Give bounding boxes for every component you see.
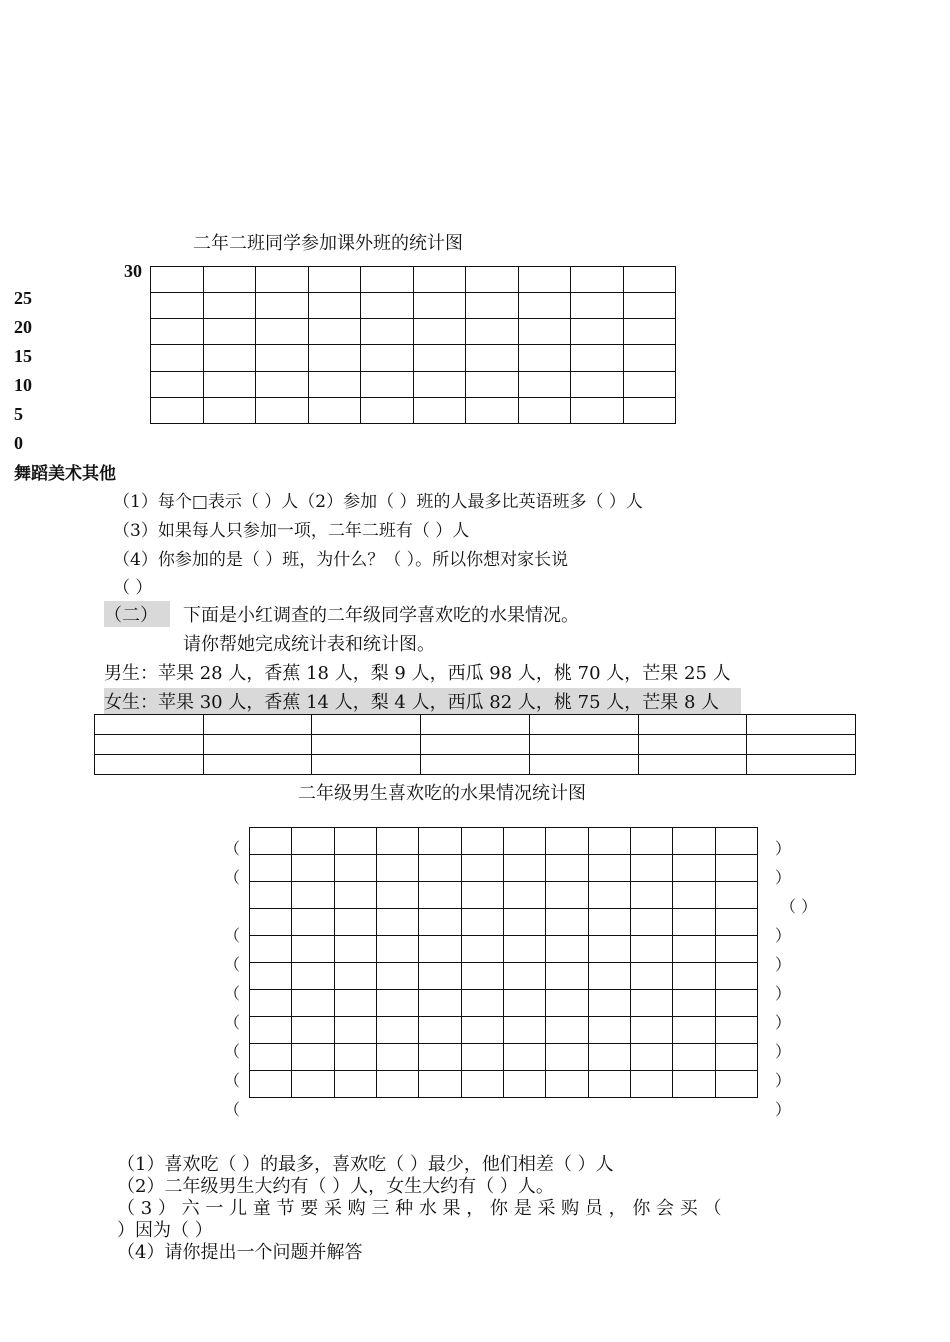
grid-cell bbox=[571, 345, 624, 371]
grid-cell bbox=[571, 293, 624, 319]
right-paren: ） bbox=[775, 955, 792, 974]
grid-cell bbox=[376, 1071, 418, 1098]
y-label-paren: （ bbox=[224, 955, 241, 974]
grid-cell bbox=[376, 855, 418, 882]
grid-cell bbox=[518, 293, 571, 319]
grid-cell bbox=[461, 1071, 503, 1098]
question2-4: （4）请你提出一个问题并解答 bbox=[117, 1242, 363, 1263]
y-label-paren: （ bbox=[224, 839, 241, 858]
grid-cell bbox=[588, 963, 630, 990]
grid-cell bbox=[334, 1044, 376, 1071]
grid-cell bbox=[256, 397, 309, 423]
grid-cell bbox=[203, 371, 256, 397]
grid-cell bbox=[312, 735, 421, 755]
grid-cell bbox=[529, 715, 638, 735]
grid-cell bbox=[571, 371, 624, 397]
grid-cell bbox=[588, 1044, 630, 1071]
grid-cell bbox=[461, 1017, 503, 1044]
grid-cell bbox=[256, 319, 309, 345]
grid-cell bbox=[546, 828, 588, 855]
grid-cell bbox=[361, 293, 414, 319]
y-label-paren: （ bbox=[224, 1071, 241, 1090]
grid-cell bbox=[503, 882, 545, 909]
grid-cell bbox=[308, 293, 361, 319]
grid-cell bbox=[413, 267, 466, 293]
grid-cell bbox=[203, 735, 312, 755]
grid-cell bbox=[256, 371, 309, 397]
right-paren: ） bbox=[775, 1013, 792, 1032]
grid-cell bbox=[503, 828, 545, 855]
grid-cell bbox=[747, 715, 856, 735]
grid-cell bbox=[308, 319, 361, 345]
grid-cell bbox=[361, 371, 414, 397]
grid-cell bbox=[334, 1071, 376, 1098]
grid-cell bbox=[151, 267, 204, 293]
grid-cell bbox=[292, 828, 334, 855]
grid-cell bbox=[308, 371, 361, 397]
grid-cell bbox=[250, 882, 292, 909]
y-label-paren: （ bbox=[224, 1100, 241, 1119]
grid-cell bbox=[419, 990, 461, 1017]
grid-cell bbox=[630, 1071, 672, 1098]
grid-cell bbox=[461, 1044, 503, 1071]
grid-cell bbox=[503, 855, 545, 882]
section2-instruction: 请你帮她完成统计表和统计图。 bbox=[183, 634, 435, 655]
grid-cell bbox=[630, 882, 672, 909]
grid-cell bbox=[588, 855, 630, 882]
grid-cell bbox=[546, 1044, 588, 1071]
question-3: （3）如果每人只参加一项，二年二班有（ ）人 bbox=[113, 521, 470, 541]
grid-cell bbox=[250, 909, 292, 936]
y-axis-label: 10 bbox=[14, 375, 32, 395]
grid-cell bbox=[250, 1017, 292, 1044]
grid-cell bbox=[588, 936, 630, 963]
grid-cell bbox=[256, 267, 309, 293]
grid-cell bbox=[673, 963, 715, 990]
grid-cell bbox=[466, 345, 519, 371]
grid-cell bbox=[503, 963, 545, 990]
grid-cell bbox=[334, 990, 376, 1017]
grid-cell bbox=[715, 828, 757, 855]
grid-cell bbox=[571, 397, 624, 423]
grid-cell bbox=[250, 1044, 292, 1071]
y-label-paren: （ bbox=[224, 1013, 241, 1032]
grid-cell bbox=[95, 715, 204, 735]
grid-cell bbox=[588, 990, 630, 1017]
girls-data: 女生：苹果 30 人，香蕉 14 人，梨 4 人，西瓜 82 人，桃 75 人，芒果 8 人 bbox=[104, 688, 741, 714]
grid-cell bbox=[312, 755, 421, 775]
grid-cell bbox=[747, 755, 856, 775]
grid-cell bbox=[673, 990, 715, 1017]
y-label-paren: （ bbox=[224, 1042, 241, 1061]
chart1-grid bbox=[150, 266, 676, 424]
question2-3-answer: ）因为（ ） bbox=[117, 1220, 213, 1241]
section2-tag: （二） bbox=[104, 601, 170, 627]
grid-cell bbox=[419, 855, 461, 882]
grid-cell bbox=[308, 397, 361, 423]
grid-cell bbox=[546, 909, 588, 936]
grid-cell bbox=[715, 990, 757, 1017]
grid-cell bbox=[518, 345, 571, 371]
grid-cell bbox=[151, 293, 204, 319]
grid-cell bbox=[630, 990, 672, 1017]
grid-cell bbox=[334, 963, 376, 990]
right-paren: ） bbox=[775, 1100, 792, 1119]
question2-1: （1）喜欢吃（ ）的最多，喜欢吃（ ）最少，他们相差（ ）人 bbox=[117, 1154, 614, 1175]
grid-cell bbox=[466, 397, 519, 423]
grid-cell bbox=[715, 1071, 757, 1098]
fruit-stats-table bbox=[94, 714, 856, 775]
grid-cell bbox=[623, 371, 676, 397]
grid-cell bbox=[518, 397, 571, 423]
grid-cell bbox=[361, 319, 414, 345]
grid-cell bbox=[376, 828, 418, 855]
chart1-y-top: 30 bbox=[124, 261, 142, 281]
grid-cell bbox=[546, 855, 588, 882]
grid-cell bbox=[421, 735, 530, 755]
grid-cell bbox=[503, 1071, 545, 1098]
grid-cell bbox=[673, 936, 715, 963]
grid-cell bbox=[673, 909, 715, 936]
grid-cell bbox=[673, 882, 715, 909]
grid-cell bbox=[361, 267, 414, 293]
right-paren: ） bbox=[775, 1071, 792, 1090]
grid-cell bbox=[95, 735, 204, 755]
grid-cell bbox=[419, 1071, 461, 1098]
grid-cell bbox=[151, 345, 204, 371]
grid-cell bbox=[421, 755, 530, 775]
grid-cell bbox=[151, 319, 204, 345]
grid-cell bbox=[203, 345, 256, 371]
grid-cell bbox=[518, 267, 571, 293]
grid-cell bbox=[419, 882, 461, 909]
grid-cell bbox=[673, 828, 715, 855]
grid-cell bbox=[334, 882, 376, 909]
grid-cell bbox=[623, 319, 676, 345]
grid-cell bbox=[503, 936, 545, 963]
section2-intro: 下面是小红调查的二年级同学喜欢吃的水果情况。 bbox=[183, 605, 579, 626]
grid-cell bbox=[623, 397, 676, 423]
grid-cell bbox=[413, 293, 466, 319]
grid-cell bbox=[638, 755, 747, 775]
right-paren: ） bbox=[775, 1042, 792, 1061]
grid-cell bbox=[292, 1044, 334, 1071]
grid-cell bbox=[638, 715, 747, 735]
grid-cell bbox=[413, 397, 466, 423]
grid-cell bbox=[715, 1017, 757, 1044]
grid-cell bbox=[413, 319, 466, 345]
grid-cell bbox=[588, 1071, 630, 1098]
grid-cell bbox=[673, 1017, 715, 1044]
grid-cell bbox=[673, 855, 715, 882]
grid-cell bbox=[419, 1044, 461, 1071]
grid-cell bbox=[376, 909, 418, 936]
grid-cell bbox=[376, 963, 418, 990]
chart1-title: 二年二班同学参加课外班的统计图 bbox=[193, 233, 463, 254]
grid-cell bbox=[334, 855, 376, 882]
y-label-paren: （ bbox=[224, 868, 241, 887]
grid-cell bbox=[203, 397, 256, 423]
grid-cell bbox=[546, 1017, 588, 1044]
grid-cell bbox=[715, 1044, 757, 1071]
grid-cell bbox=[630, 909, 672, 936]
y-axis-label: 0 bbox=[14, 433, 23, 453]
grid-cell bbox=[466, 267, 519, 293]
grid-cell bbox=[151, 397, 204, 423]
y-axis-label: 5 bbox=[14, 404, 23, 424]
grid-cell bbox=[529, 735, 638, 755]
grid-cell bbox=[630, 828, 672, 855]
grid-cell bbox=[715, 855, 757, 882]
grid-cell bbox=[518, 319, 571, 345]
grid-cell bbox=[630, 855, 672, 882]
right-paren: ） bbox=[775, 868, 792, 887]
grid-cell bbox=[376, 990, 418, 1017]
grid-cell bbox=[292, 1071, 334, 1098]
grid-cell bbox=[623, 345, 676, 371]
grid-cell bbox=[546, 963, 588, 990]
grid-cell bbox=[715, 882, 757, 909]
grid-cell bbox=[571, 267, 624, 293]
y-axis-label: 20 bbox=[14, 317, 32, 337]
grid-cell bbox=[630, 936, 672, 963]
grid-cell bbox=[747, 735, 856, 755]
grid-cell bbox=[203, 293, 256, 319]
grid-cell bbox=[518, 371, 571, 397]
grid-cell bbox=[256, 345, 309, 371]
grid-cell bbox=[250, 828, 292, 855]
grid-cell bbox=[461, 882, 503, 909]
grid-cell bbox=[588, 909, 630, 936]
grid-cell bbox=[546, 936, 588, 963]
grid-cell bbox=[203, 755, 312, 775]
grid-cell bbox=[334, 909, 376, 936]
grid-cell bbox=[503, 990, 545, 1017]
y-axis-label: 15 bbox=[14, 346, 32, 366]
grid-cell bbox=[715, 936, 757, 963]
grid-cell bbox=[95, 755, 204, 775]
grid-cell bbox=[419, 963, 461, 990]
grid-cell bbox=[361, 397, 414, 423]
right-paren: ） bbox=[775, 984, 792, 1003]
grid-cell bbox=[461, 963, 503, 990]
grid-cell bbox=[503, 909, 545, 936]
grid-cell bbox=[630, 1044, 672, 1071]
grid-cell bbox=[673, 1044, 715, 1071]
grid-cell bbox=[588, 882, 630, 909]
grid-cell bbox=[250, 990, 292, 1017]
grid-cell bbox=[334, 828, 376, 855]
grid-cell bbox=[292, 936, 334, 963]
grid-cell bbox=[419, 1017, 461, 1044]
grid-cell bbox=[203, 715, 312, 735]
grid-cell bbox=[419, 828, 461, 855]
question-4-answer: （ ） bbox=[113, 578, 153, 598]
grid-cell bbox=[715, 909, 757, 936]
right-paren: ） bbox=[775, 926, 792, 945]
grid-cell bbox=[623, 267, 676, 293]
y-label-paren: （ bbox=[224, 984, 241, 1003]
grid-cell bbox=[292, 909, 334, 936]
grid-cell bbox=[250, 936, 292, 963]
grid-cell bbox=[308, 345, 361, 371]
y-axis-label: 25 bbox=[14, 288, 32, 308]
grid-cell bbox=[250, 855, 292, 882]
grid-cell bbox=[638, 735, 747, 755]
grid-cell bbox=[292, 855, 334, 882]
grid-cell bbox=[308, 267, 361, 293]
question-1: （1）每个□表示（ ）人（2）参加（ ）班的人最多比英语班多（ ）人 bbox=[113, 492, 643, 512]
grid-cell bbox=[250, 1071, 292, 1098]
unit-paren: （ ） bbox=[780, 897, 818, 916]
grid-cell bbox=[630, 1017, 672, 1044]
grid-cell bbox=[419, 909, 461, 936]
grid-cell bbox=[250, 963, 292, 990]
grid-cell bbox=[588, 828, 630, 855]
chart1-x-labels: 舞蹈美术其他 bbox=[14, 464, 116, 483]
grid-cell bbox=[292, 882, 334, 909]
grid-cell bbox=[461, 909, 503, 936]
grid-cell bbox=[529, 755, 638, 775]
grid-cell bbox=[376, 1017, 418, 1044]
grid-cell bbox=[421, 715, 530, 735]
grid-cell bbox=[673, 1071, 715, 1098]
grid-cell bbox=[466, 293, 519, 319]
grid-cell bbox=[461, 990, 503, 1017]
grid-cell bbox=[256, 293, 309, 319]
question2-2: （2）二年级男生大约有（ ）人，女生大约有（ ）人。 bbox=[117, 1176, 554, 1197]
grid-cell bbox=[461, 855, 503, 882]
grid-cell bbox=[546, 882, 588, 909]
grid-cell bbox=[623, 293, 676, 319]
grid-cell bbox=[203, 267, 256, 293]
grid-cell bbox=[466, 371, 519, 397]
grid-cell bbox=[571, 319, 624, 345]
grid-cell bbox=[203, 319, 256, 345]
grid-cell bbox=[376, 882, 418, 909]
grid-cell bbox=[376, 936, 418, 963]
grid-cell bbox=[588, 1017, 630, 1044]
grid-cell bbox=[413, 345, 466, 371]
question2-3: （ 3 ） 六 一 儿 童 节 要 采 购 三 种 水 果 ， 你 是 采 购 员 ， 你 会 买 （ bbox=[117, 1198, 722, 1219]
question-4: （4）你参加的是（ ）班，为什么？（ ）。所以你想对家长说 bbox=[113, 550, 569, 570]
grid-cell bbox=[466, 319, 519, 345]
grid-cell bbox=[413, 371, 466, 397]
grid-cell bbox=[503, 1044, 545, 1071]
grid-cell bbox=[503, 1017, 545, 1044]
grid-cell bbox=[292, 1017, 334, 1044]
grid-cell bbox=[546, 1071, 588, 1098]
grid-cell bbox=[461, 936, 503, 963]
y-label-paren: （ bbox=[224, 926, 241, 945]
chart2-grid bbox=[249, 827, 758, 1098]
grid-cell bbox=[361, 345, 414, 371]
grid-cell bbox=[334, 1017, 376, 1044]
grid-cell bbox=[630, 963, 672, 990]
chart2-title: 二年级男生喜欢吃的水果情况统计图 bbox=[298, 783, 586, 804]
grid-cell bbox=[292, 990, 334, 1017]
grid-cell bbox=[376, 1044, 418, 1071]
boys-data: 男生：苹果 28 人，香蕉 18 人，梨 9 人，西瓜 98 人，桃 70 人，芒果 25 人 bbox=[104, 663, 731, 684]
grid-cell bbox=[546, 990, 588, 1017]
grid-cell bbox=[292, 963, 334, 990]
grid-cell bbox=[419, 936, 461, 963]
grid-cell bbox=[461, 828, 503, 855]
grid-cell bbox=[312, 715, 421, 735]
right-paren: ） bbox=[775, 839, 792, 858]
grid-cell bbox=[715, 963, 757, 990]
grid-cell bbox=[334, 936, 376, 963]
grid-cell bbox=[151, 371, 204, 397]
